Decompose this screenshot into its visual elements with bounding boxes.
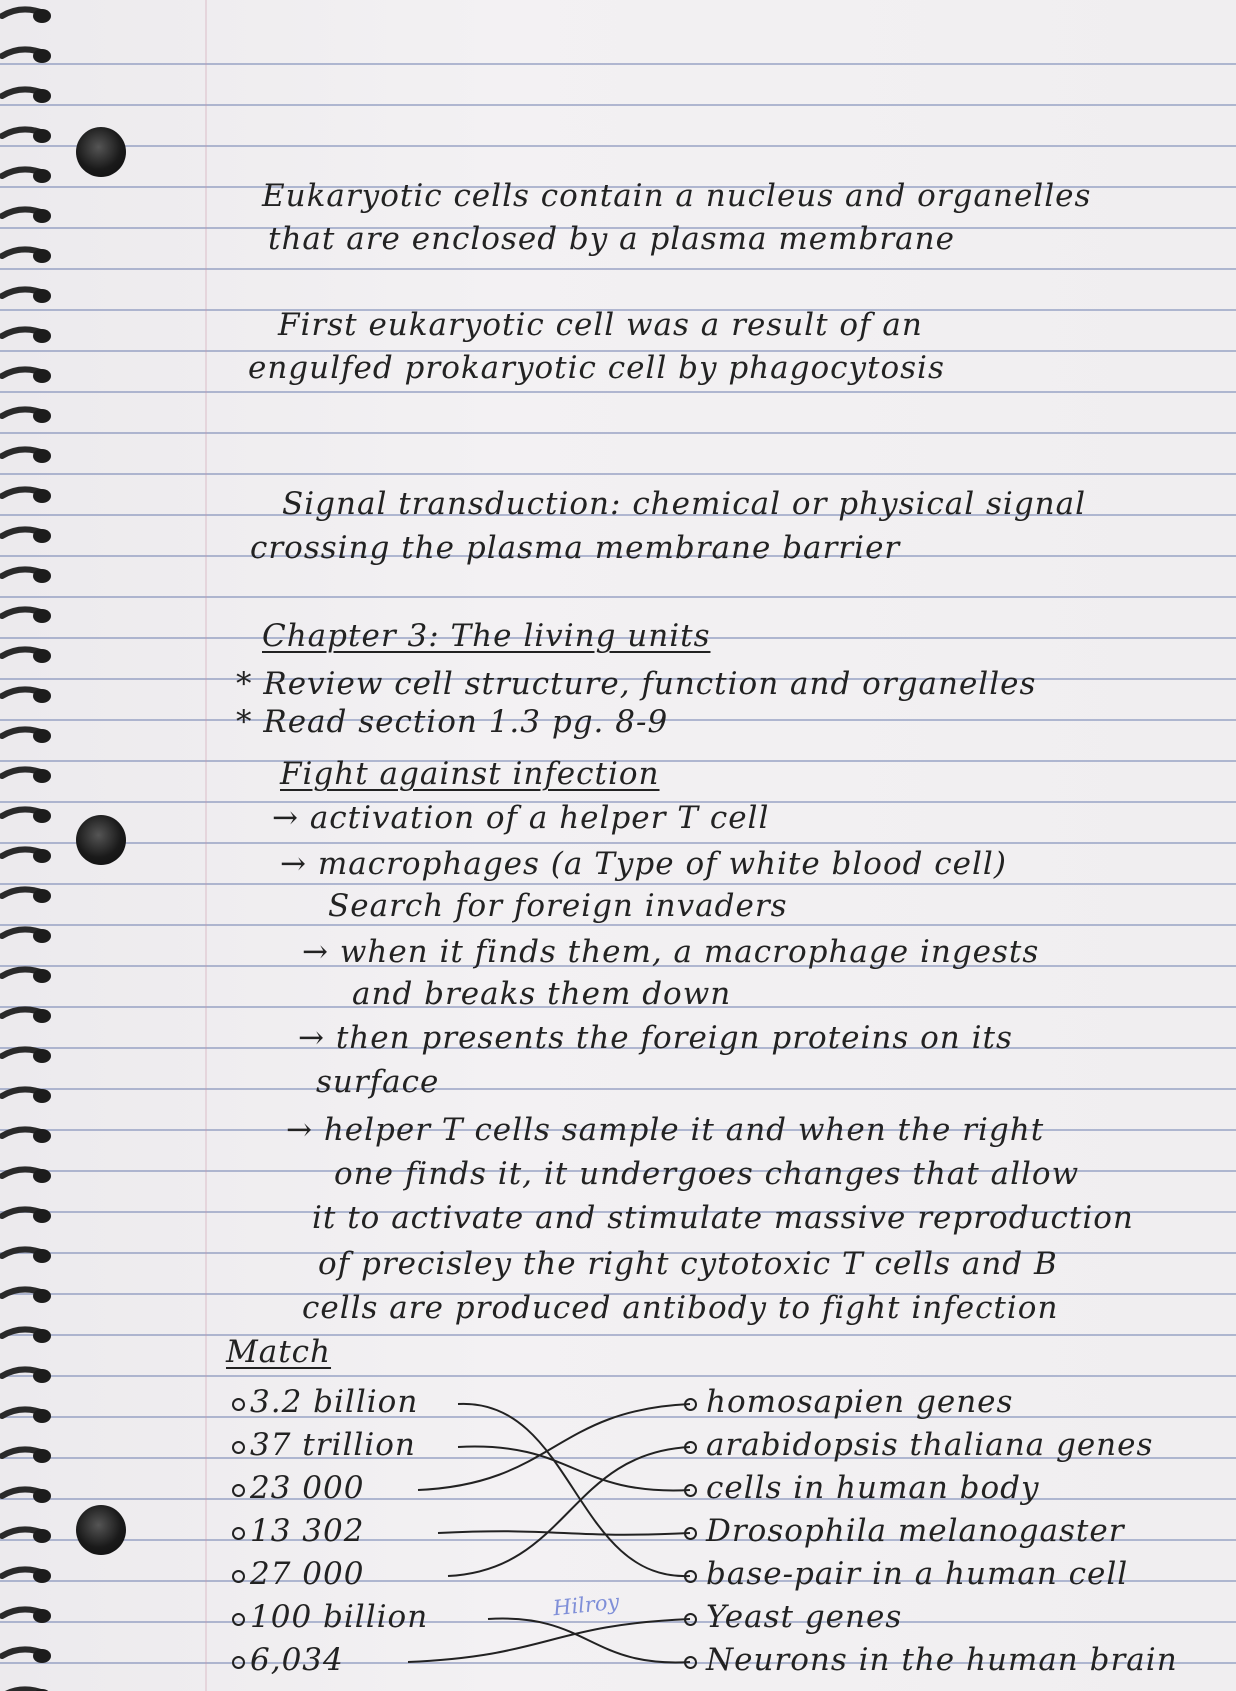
match-left-item: 23 000 (250, 1470, 365, 1506)
note-line: First eukaryotic cell was a result of an (278, 307, 923, 343)
match-right-item: Neurons in the human brain (706, 1642, 1178, 1678)
note-line: Signal transduction: chemical or physical signal (282, 486, 1087, 522)
match-right-item: cells in human body (706, 1470, 1040, 1506)
match-connector-line (408, 1619, 690, 1662)
note-line: that are enclosed by a plasma membrane (268, 221, 955, 257)
match-bullet (232, 1441, 245, 1454)
match-right-item: Drosophila melanogaster (706, 1513, 1125, 1549)
note-line: one finds it, it undergoes changes that allow (334, 1156, 1080, 1192)
note-line: Search for foreign invaders (328, 888, 788, 924)
section-heading: Fight against infection (280, 756, 660, 792)
match-left-item: 6,034 (250, 1642, 344, 1678)
todo-item: * Review cell structure, function and organelles (236, 666, 1037, 702)
match-bullet (232, 1398, 245, 1411)
match-left-item: 13 302 (250, 1513, 365, 1549)
match-bullet (232, 1484, 245, 1497)
note-line: → when it finds them, a macrophage ingests (302, 934, 1040, 970)
match-bullet (232, 1570, 245, 1583)
match-bullet (684, 1570, 697, 1583)
note-line: crossing the plasma membrane barrier (250, 530, 901, 566)
match-bullet (232, 1527, 245, 1540)
match-bullet (232, 1656, 245, 1669)
note-line: and breaks them down (352, 976, 732, 1012)
note-line: Eukaryotic cells contain a nucleus and organelles (262, 178, 1092, 214)
match-bullet (684, 1527, 697, 1540)
match-bullet (684, 1441, 697, 1454)
note-line: → then presents the foreign proteins on its (298, 1020, 1013, 1056)
match-right-item: arabidopsis thaliana genes (706, 1427, 1154, 1463)
note-line: engulfed prokaryotic cell by phagocytosis (248, 350, 945, 386)
note-line: it to activate and stimulate massive reproduction (312, 1200, 1134, 1236)
match-bullet (684, 1613, 697, 1626)
note-line: cells are produced antibody to fight infection (302, 1290, 1059, 1326)
note-line: → activation of a helper T cell (272, 800, 770, 836)
match-connector-line (438, 1531, 690, 1534)
match-right-item: homosapien genes (706, 1384, 1014, 1420)
match-right-item: base-pair in a human cell (706, 1556, 1129, 1592)
match-left-item: 3.2 billion (250, 1384, 419, 1420)
note-line: → helper T cells sample it and when the right (286, 1112, 1045, 1148)
note-line: → macrophages (a Type of white blood cell) (280, 846, 1007, 882)
match-bullet (684, 1398, 697, 1411)
note-line: surface (316, 1064, 440, 1100)
chapter-heading: Chapter 3: The living units (262, 618, 711, 654)
match-connector-line (488, 1619, 690, 1663)
match-left-item: 100 billion (250, 1599, 429, 1635)
match-heading: Match (226, 1334, 332, 1370)
match-bullet (684, 1656, 697, 1669)
todo-item: * Read section 1.3 pg. 8-9 (236, 704, 669, 740)
match-bullet (684, 1484, 697, 1497)
note-line: of precisley the right cytotoxic T cells and B (318, 1246, 1058, 1282)
hilroy-watermark: Hilroy (551, 1589, 621, 1621)
match-bullet (232, 1613, 245, 1626)
match-left-item: 37 trillion (250, 1427, 416, 1463)
match-left-item: 27 000 (250, 1556, 365, 1592)
match-right-item: Yeast genes (706, 1599, 903, 1635)
